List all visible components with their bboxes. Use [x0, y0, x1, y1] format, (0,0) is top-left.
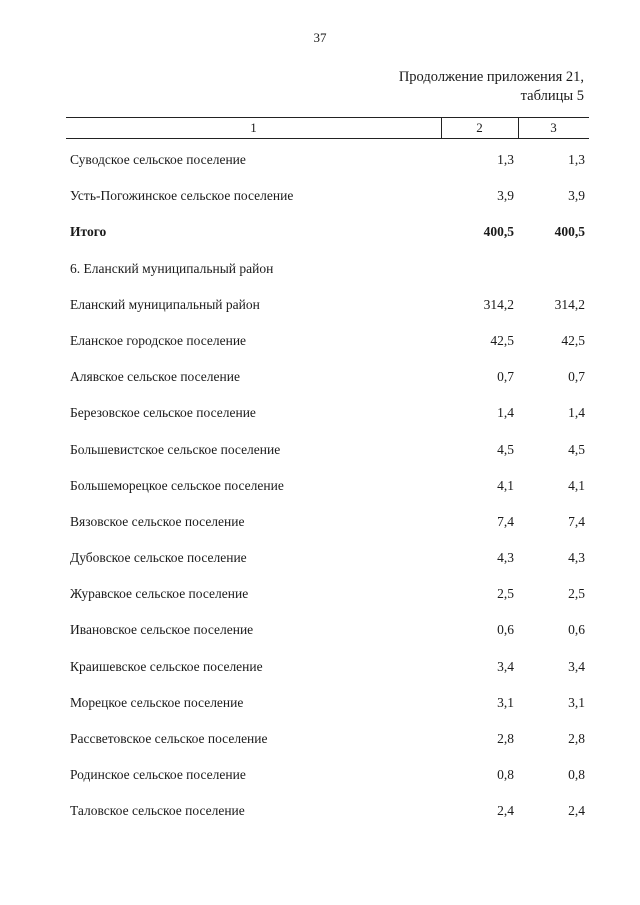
row-value-col3: 2,5 — [568, 586, 585, 602]
table-row — [0, 731, 640, 767]
row-value-col3: 4,3 — [568, 550, 585, 566]
table-row — [0, 586, 640, 622]
column-header-2: 2 — [476, 120, 483, 135]
row-value-col3: 3,1 — [568, 694, 585, 710]
row-name: Большеморецкое сельское поселение — [70, 477, 284, 493]
row-name: Журавское сельское поселение — [70, 586, 249, 602]
table-row-section-heading — [0, 261, 640, 297]
row-value-col3: 1,4 — [568, 405, 585, 421]
row-value-col3: 0,6 — [568, 622, 585, 638]
row-value-col2: 0,8 — [497, 767, 514, 783]
row-value-col2: 2,4 — [497, 803, 514, 819]
row-value-col2: 7,4 — [497, 513, 514, 529]
row-value-col3: 4,1 — [568, 477, 585, 493]
table-row — [0, 297, 640, 333]
column-header-3: 3 — [550, 120, 557, 135]
row-name: Краишевское сельское поселение — [70, 658, 263, 674]
row-name: Большевистское сельское поселение — [70, 441, 281, 457]
row-name: Родинское сельское поселение — [70, 767, 246, 783]
row-name: Ивановское сельское поселение — [70, 622, 254, 638]
row-name: Дубовское сельское поселение — [70, 550, 247, 566]
table-body — [0, 152, 640, 840]
continuation-line-2: таблицы 5 — [520, 88, 584, 104]
table-header-bottom-rule — [66, 138, 589, 139]
row-name: Березовское сельское поселение — [70, 405, 256, 421]
row-value-col2: 1,3 — [497, 152, 514, 167]
continuation-header — [399, 68, 584, 106]
row-value-col3: 4,5 — [568, 441, 585, 457]
row-value-col3: 400,5 — [554, 224, 585, 240]
row-value-col2: 0,6 — [497, 622, 514, 638]
row-name: Алявское сельское поселение — [70, 369, 240, 385]
table-row — [0, 442, 640, 478]
table-row — [0, 767, 640, 803]
row-name: Суводское сельское поселение — [70, 152, 246, 167]
row-value-col2: 3,4 — [497, 658, 514, 674]
table-row — [0, 695, 640, 731]
row-name: Таловское сельское поселение — [70, 803, 245, 819]
row-name: Еланское городское поселение — [70, 332, 247, 348]
row-value-col3: 42,5 — [561, 332, 585, 348]
table-row — [0, 659, 640, 695]
table-row — [0, 369, 640, 405]
row-name: Еланский муниципальный район — [70, 296, 260, 312]
table-row — [0, 478, 640, 514]
table-row — [0, 622, 640, 658]
row-value-col2: 400,5 — [483, 224, 514, 240]
row-value-col3: 3,4 — [568, 658, 585, 674]
row-value-col3: 2,4 — [568, 803, 585, 819]
row-value-col2: 4,1 — [497, 477, 514, 493]
table-row — [0, 803, 640, 839]
table-row-total — [0, 224, 640, 260]
row-name: 6. Еланский муниципальный район — [70, 260, 274, 276]
table-row — [0, 188, 640, 224]
row-value-col2: 2,5 — [497, 586, 514, 602]
table-header-top-rule — [66, 117, 589, 118]
row-value-col2: 42,5 — [490, 332, 514, 348]
row-name: Итого — [70, 224, 107, 240]
row-name: Рассветовское сельское поселение — [70, 731, 268, 746]
page-number: 37 — [313, 30, 327, 45]
table-row — [0, 405, 640, 441]
row-value-col2: 2,8 — [497, 731, 514, 746]
table-row — [0, 333, 640, 369]
row-name: Морецкое сельское поселение — [70, 694, 244, 710]
row-value-col3: 0,7 — [568, 369, 585, 385]
row-value-col3: 1,3 — [568, 152, 585, 167]
row-value-col2: 3,9 — [497, 188, 514, 204]
table-row — [0, 514, 640, 550]
row-value-col3: 2,8 — [568, 731, 585, 746]
row-value-col3: 7,4 — [568, 513, 585, 529]
table-row — [0, 152, 640, 188]
row-value-col2: 4,3 — [497, 550, 514, 566]
table-row — [0, 550, 640, 586]
row-value-col3: 0,8 — [568, 767, 585, 783]
row-value-col2: 3,1 — [497, 694, 514, 710]
column-header-1: 1 — [250, 120, 257, 135]
continuation-line-1: Продолжение приложения 21, — [398, 69, 584, 85]
row-value-col3: 3,9 — [568, 188, 585, 204]
row-name: Усть-Погожинское сельское поселение — [70, 188, 294, 204]
row-name: Вязовское сельское поселение — [70, 513, 245, 529]
row-value-col2: 4,5 — [497, 441, 514, 457]
row-value-col2: 0,7 — [497, 369, 514, 385]
row-value-col3: 314,2 — [554, 296, 585, 312]
row-value-col2: 1,4 — [497, 405, 514, 421]
row-value-col2: 314,2 — [483, 296, 514, 312]
